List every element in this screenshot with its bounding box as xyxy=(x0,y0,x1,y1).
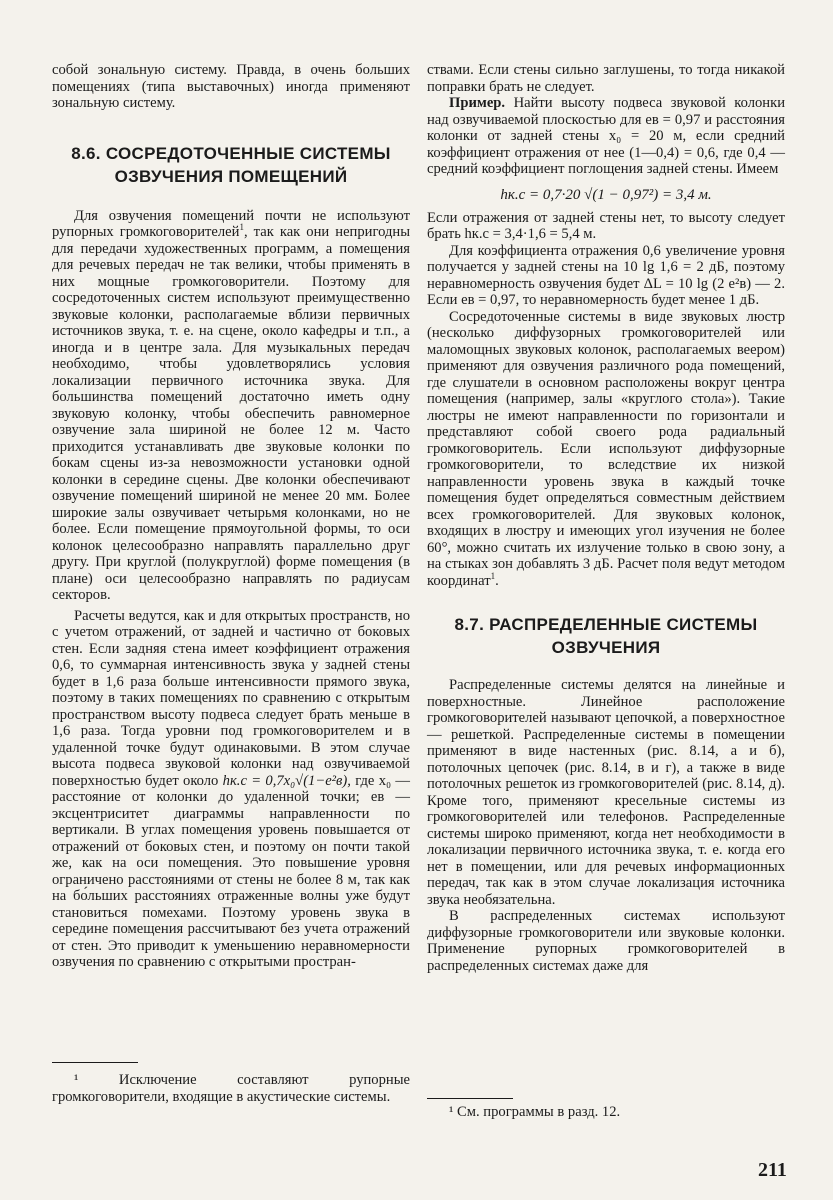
formula-height-example: hк.с = 0,7·20 √(1 − 0,97²) = 3,4 м. xyxy=(500,186,712,203)
example-label: Пример. xyxy=(449,95,506,111)
footnote-rule-left xyxy=(52,1062,138,1063)
footnote-ref: 1 xyxy=(239,222,244,233)
section-title-line1: РАСПРЕДЕЛЕННЫЕ СИСТЕМЫ xyxy=(489,615,758,634)
right-paragraph-continued: ствами. Если стены сильно заглушены, то тогда никакой поправки брать не следует. xyxy=(427,62,785,95)
footnote-rule-right xyxy=(427,1098,513,1099)
footnote-right: ¹ См. программы в разд. 12. xyxy=(449,1104,621,1120)
left-paragraph-continued: собой зональную систему. Правда, в очень больших помещениях (типа выставочных) иногда применяют зональную систему. xyxy=(52,62,410,111)
left-column xyxy=(52,62,410,971)
section-number: 8.6. xyxy=(71,143,101,163)
footnote-ref: 1 xyxy=(490,570,496,581)
section-heading-8-7 xyxy=(427,613,785,659)
page-number: 211 xyxy=(758,1159,787,1181)
right-column xyxy=(427,62,785,974)
footnote-left: ¹ Исключение составляют рупорные громкоговорители, входящие в акустические системы. xyxy=(52,1072,410,1105)
right-paragraph-5: В распределенных системах используют диффузорные громкоговорители или звуковые колонки. Применение рупорных громкоговорителей в распределенных системах даже для xyxy=(427,908,785,974)
right-paragraph-2: Для коэффициента отражения 0,6 увеличение уровня получается у задней стены на 10 lg 1,6 = 2 дБ, поэтому неравномерность озвучения будет ΔL = 10 lg (2 e²в) — 2. Если eв = 0,97, то неравномерность будет менее 1 дБ. xyxy=(427,242,785,308)
right-paragraph-4: Распределенные системы делятся на линейные и поверхностные. Линейное расположение громкоговорителей называют цепочкой, а поверхностное — решеткой. Распределенные системы в помещении применяют в виде настенных (рис. 8.14, а и б), потолочных цепочек (рис. 8.14, в и г), а также в виде потолочных решеток из громкоговорителей (рис. 8.14, д). Кроме того, применяют кресельные системы из громкоговорителей или телефонов. Распределенные системы широко применяют, когда нет необходимости в локализации первичного источника звука, т. е. когда его нет в помещении, или для речевых информационных передач, так как в этом случае локализация источника звука необязательна. xyxy=(427,677,785,908)
right-paragraph-1: Если отражения от задней стены нет, то высоту следует брать hк.с = 3,4·1,6 = 5,4 м. xyxy=(427,209,785,242)
right-paragraph-3: Сосредоточенные системы в виде звуковых люстр (несколько диффузорных громкоговорителей или маломощных звуковых колонок, располагаемых веером) применяют для озвучения различного рода помещений, где слушатели в основном расположены вокруг центра помещения (например, залы «круглого стола»). Такие люстры не имеют направленности по горизонтали и представляют собой своего рода радиальный громкоговоритель. Если используют диффузорные громкоговорители, то вследствие их низкой направленности уровень звука в каждый точке помещения будет определяться совместным действием всех громкоговорителей. Для звуковых колонок, входящих в люстру и имеющих угол изучения не более 60°, можно считать их излучение только в свою зону, а на стыках зон добавлять 3 дБ. Расчет поля ведут методом координат$^1$. xyxy=(427,308,785,589)
section-title-line1: СОСРЕДОТОЧЕННЫЕ СИСТЕМЫ xyxy=(105,143,391,163)
section-title-line2: ОЗВУЧЕНИЯ xyxy=(551,638,661,657)
section-heading-8-6 xyxy=(52,142,410,188)
left-paragraph-1: Для озвучения помещений почти не используют рупорных громкоговорителей$^1$, так как они непригодны для передачи художественных программ, а помещения для речевых передач не так велики, чтобы применять в них мощные громкоговорители. Поэтому для сосредоточенных систем используют преимущественно звуковые колонки, располагаемые вблизи первичных источников звука, т. е. на сцене, около кафедры и т.п., а иногда и в центре зала. Для музыкальных передач необходимо, чтобы удовлетворялись условия локализации первичного источника звука. Для большинства помещений достаточно иметь одну звуковую колонку, чтобы обеспечить равномерное озвучение зала шириной не более 12 м. Часто приходится устанавливать две звуковые колонки по бокам сцены из-за невозможности установки одной колонки в середине сцены. Две колонки обеспечивают озвучение помещений шириной не менее 20 мм. Более широкие залы озвучивает четырьмя колонками, но не более. Если помещение прямоугольной формы, то оси колонок целесообразно направлять параллельно друг другу. При круглой (полукруглой) форме помещения (в плане) оси целесообразно направлять по радиусам секторов. xyxy=(52,207,410,603)
left-paragraph-2: Расчеты ведутся, как и для открытых пространств, но с учетом отражений, от задней и частично от боковых стен. Если задняя стена имеет коэффициент отражения 0,6, то суммарная интенсивность звука у задней стены будет в 1,6 раза больше интенсивности прямого звука, поэтому в таких помещениях по сравнению с открытым пространством высоту подвеса следует брать меньше в 1,6 раза. Тогда уровни под громкоговорителем и в удаленной точке будут одинаковыми. В этом случае высота подвеса звуковой колонки над озвучиваемой поверхностью будет около hк.с = 0,7x₀√(1−e²в), где x₀ — расстояние от колонки до удаленной точки; eв — эксцентриситет диаграммы направленности по вертикали. В углах помещения уровень повышается от отражений от боковых стен, и поэтому он почти такой же, как на оси помещения. Это повышение уровня ограничено расстояниями от стены не более 8 м, так как на бо́льших расстояниях отраженные волны уже будут становиться помехами. Поэтому уровень звука в середине помещения рассчитывают без учета отражений от стен. Это приводит к уменьшению неравномерности озвучения по сравнению с открытыми простран- xyxy=(52,607,410,970)
inline-formula-height: hк.с = 0,7x₀√(1−e²в), xyxy=(222,772,351,789)
section-number: 8.7. xyxy=(454,615,485,634)
section-title-line2: ОЗВУЧЕНИЯ ПОМЕЩЕНИЙ xyxy=(114,166,348,186)
example-paragraph: Пример. Найти высоту подвеса звуковой колонки над озвучиваемой плоскостью для eв = 0,97 и расстояния колонки от задней стены x₀ = 20 м, если средний коэффициент отражения от нее (1—0,4) = 0,6, где 0,4 — средний коэффициент поглощения задней стены. Имеем xyxy=(427,95,786,177)
